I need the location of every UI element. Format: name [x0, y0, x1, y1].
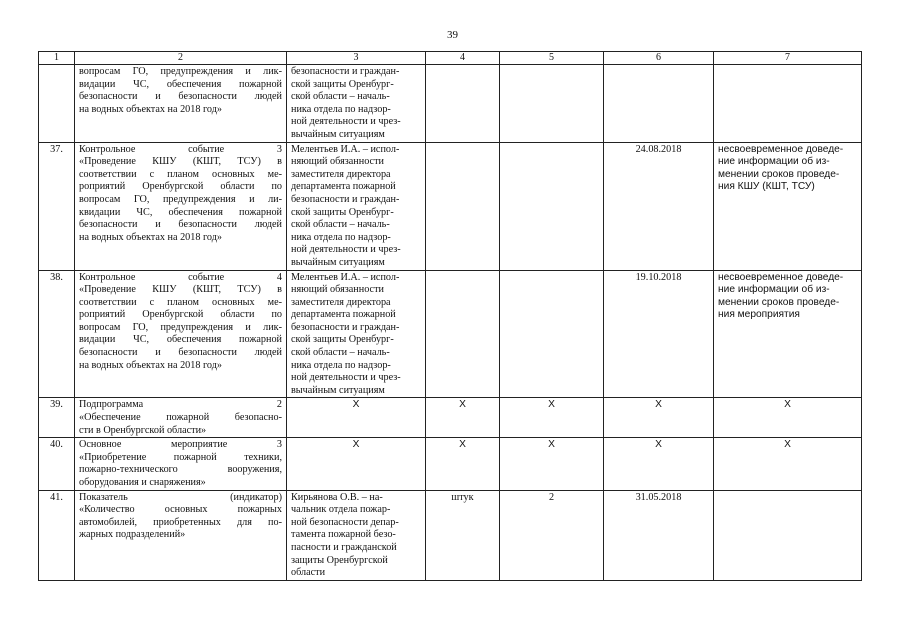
table-row [39, 270, 862, 398]
cell-line: на водных объектах на 2018 год» [79, 359, 222, 371]
cell-line: вычайным ситуациям [291, 384, 385, 396]
unit-cell [426, 65, 500, 143]
cell-x-mark: Х [500, 438, 604, 490]
cell-line: Кирьянова О.В. – на- [291, 491, 383, 503]
header-col-4: 4 [426, 52, 500, 65]
cell-line: Подпрограмма 2 [79, 399, 282, 411]
cell-line: роприятий Оренбургской области по [79, 309, 282, 321]
value-cell [500, 142, 604, 270]
risk-note [714, 490, 862, 580]
header-col-7: 7 [714, 52, 862, 65]
table-row [39, 142, 862, 270]
cell-x-mark: Х [426, 438, 500, 490]
cell-line: «Проведение КШУ (КШТ, ТСУ) в [79, 284, 282, 296]
cell-line: Контрольное событие 4 [79, 271, 282, 283]
date-cell [604, 65, 714, 143]
risk-note [714, 270, 862, 398]
cell-line: безопасности и граждан- [291, 321, 400, 333]
header-col-5: 5 [500, 52, 604, 65]
date-cell: 24.08.2018 [604, 142, 714, 270]
cell-line: заместителя директора [291, 296, 391, 308]
cell-line: сти в Оренбургской области» [79, 424, 207, 436]
cell-line: ние информации об из- [718, 284, 830, 296]
date-cell: 19.10.2018 [604, 270, 714, 398]
cell-line: ской защиты Оренбург- [291, 206, 394, 218]
cell-line: департамента пожарной [291, 309, 396, 321]
header-row [39, 52, 862, 65]
responsible-person [287, 65, 426, 143]
cell-line: ной деятельности и чрез- [291, 244, 401, 256]
cell-line: ния мероприятия [718, 309, 800, 321]
cell-line: Мелентьев И.А. – испол- [291, 143, 400, 155]
cell-x-mark: Х [287, 398, 426, 438]
cell-line: ной безопасности депар- [291, 516, 399, 528]
table-row [39, 490, 862, 580]
cell-line: пожарно-технического вооружения, [79, 464, 282, 476]
unit-cell: штук [426, 490, 500, 580]
cell-line: безопасности и граждан- [291, 66, 400, 77]
cell-line: «Количество основных пожарных [79, 504, 282, 516]
row-number: 41. [39, 490, 75, 580]
cell-line: Мелентьев И.А. – испол- [291, 271, 400, 283]
value-cell [500, 270, 604, 398]
cell-line: ской области – началь- [291, 91, 390, 103]
cell-line: квидации ЧС, обеспечения пожарной [79, 206, 282, 218]
cell-x-mark: Х [287, 438, 426, 490]
value-cell: 2 [500, 490, 604, 580]
cell-line: няющий обязанности [291, 284, 384, 296]
table-row [39, 398, 862, 438]
cell-line: ния КШУ (КШТ, ТСУ) [718, 181, 815, 193]
cell-line: несвоевременное доведе- [718, 143, 844, 155]
cell-line: Показатель (индикатор) [79, 491, 282, 503]
cell-line: видации ЧС, обеспечения пожарной [79, 334, 282, 346]
cell-x-mark: Х [604, 438, 714, 490]
cell-line: ской области – началь- [291, 219, 390, 231]
cell-line: ской защиты Оренбург- [291, 334, 394, 346]
event-name [75, 438, 287, 490]
cell-x-mark: Х [500, 398, 604, 438]
cell-line: ника отдела по надзор- [291, 231, 391, 243]
row-number: 37. [39, 142, 75, 270]
page-number: 39 [447, 29, 458, 41]
cell-line: пасности и гражданской [291, 541, 397, 553]
row-number: 38. [39, 270, 75, 398]
header-col-1: 1 [39, 52, 75, 65]
unit-cell [426, 142, 500, 270]
cell-line: ной деятельности и чрез- [291, 372, 401, 384]
cell-line: безопасности и безопасности людей [79, 347, 282, 359]
cell-line: видации ЧС, обеспечения пожарной [79, 78, 282, 90]
cell-line: вычайным ситуациям [291, 128, 385, 140]
cell-line: оборудования и снаряжения» [79, 477, 206, 488]
cell-line: безопасности и граждан- [291, 193, 400, 205]
cell-line: вычайным ситуациям [291, 256, 385, 268]
cell-line: няющий обязанности [291, 156, 384, 168]
event-name [75, 398, 287, 438]
cell-line: соответствии с планом основных ме- [79, 296, 282, 308]
value-cell [500, 65, 604, 143]
cell-line: «Обеспечение пожарной безопасно- [79, 412, 282, 424]
cell-line: защиты Оренбургской [291, 554, 388, 566]
event-name [75, 65, 287, 143]
table-row [39, 65, 862, 143]
cell-line: департамента пожарной [291, 181, 396, 193]
cell-line: на водных объектах на 2018 год» [79, 103, 222, 115]
cell-line: ние информации об из- [718, 156, 830, 168]
unit-cell [426, 270, 500, 398]
cell-line: ной деятельности и чрез- [291, 116, 401, 128]
cell-line: ской защиты Оренбург- [291, 78, 394, 90]
cell-line: заместителя директора [291, 168, 391, 180]
event-name [75, 490, 287, 580]
cell-x-mark: Х [604, 398, 714, 438]
row-number [39, 65, 75, 143]
cell-line: вопросам ГО, предупреждения и ли- [79, 193, 282, 205]
responsible-person [287, 142, 426, 270]
cell-line: автомобилей, приобретенных для по- [79, 516, 282, 528]
cell-x-mark: Х [714, 438, 862, 490]
cell-line: Контрольное событие 3 [79, 143, 282, 155]
risk-note [714, 65, 862, 143]
cell-line: безопасности и безопасности людей [79, 219, 282, 231]
cell-line: ника отдела по надзор- [291, 359, 391, 371]
cell-line: вопросам ГО, предупреждения и лик- [79, 66, 282, 77]
cell-line: менении сроков проведе- [718, 168, 840, 180]
risk-note [714, 142, 862, 270]
date-cell: 31.05.2018 [604, 490, 714, 580]
cell-line: чальник отдела пожар- [291, 504, 391, 516]
cell-line: вопросам ГО, предупреждения и лик- [79, 321, 282, 333]
cell-line: менении сроков проведе- [718, 296, 840, 308]
cell-line: ской области – началь- [291, 347, 390, 359]
cell-line: Основное мероприятие 3 [79, 439, 282, 451]
table-row [39, 438, 862, 490]
cell-line: ника отдела по надзор- [291, 103, 391, 115]
plan-table [38, 51, 862, 581]
responsible-person [287, 270, 426, 398]
row-number: 40. [39, 438, 75, 490]
header-col-3: 3 [287, 52, 426, 65]
event-name [75, 270, 287, 398]
cell-line: «Проведение КШУ (КШТ, ТСУ) в [79, 156, 282, 168]
cell-line: тамента пожарной безо- [291, 529, 396, 541]
header-col-6: 6 [604, 52, 714, 65]
cell-line: на водных объектах на 2018 год» [79, 231, 222, 243]
cell-line: жарных подразделений» [79, 529, 186, 541]
row-number: 39. [39, 398, 75, 438]
cell-line: соответствии с планом основных ме- [79, 168, 282, 180]
cell-line: роприятий Оренбургской области по [79, 181, 282, 193]
cell-line: безопасности и безопасности людей [79, 91, 282, 103]
cell-line: «Приобретение пожарной техники, [79, 451, 282, 463]
cell-line: несвоевременное доведе- [718, 271, 844, 283]
responsible-person [287, 490, 426, 580]
event-name [75, 142, 287, 270]
cell-line: области [291, 567, 326, 579]
header-col-2: 2 [75, 52, 287, 65]
cell-x-mark: Х [426, 398, 500, 438]
cell-x-mark: Х [714, 398, 862, 438]
